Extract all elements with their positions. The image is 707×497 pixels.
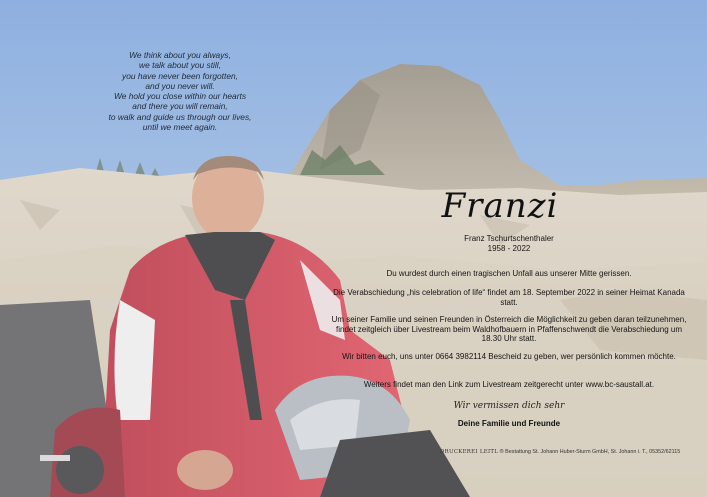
celebration-paragraph: Die Verabschiedung „his celebration of life“ findet am 18. September 2022 in seiner Heimat Kanada statt. [333,288,685,307]
poem-line: until we meet again. [142,122,218,133]
memorial-poem [95,50,265,132]
poem-line: and you never will. [145,80,215,91]
poem-line: to walk and guide us through our lives, [108,111,252,122]
rsvp-paragraph: Wir bitten euch, uns unter 0664 3982114 Bescheid zu geben, wer persönlich kommen möchte. [342,352,676,361]
deceased-details [325,234,693,253]
family-signature: Deine Familie und Freunde [457,419,561,428]
announcement-paragraph: Du wurdest durch einen tragischen Unfall aus unserer Mitte gerissen. [386,269,632,278]
deceased-nickname: Franzi [441,186,559,226]
footer-credits [440,449,680,455]
poem-line: We hold you close within our hearts [113,91,247,102]
poem-line: We think about you always, [129,50,231,60]
full-name: Franz Tschurtschenthaler [464,234,554,243]
miss-you-line: Wir vermissen dich sehr [453,401,565,411]
poem-line: and there you will remain, [132,101,228,112]
poem-line: you have never been forgotten, [122,70,238,81]
funeral-home-text: Bestattung St. Johann Huber-Sturm GmbH, St. Johann i. T., 05352/62115 [505,449,681,455]
link-paragraph: Weiters findet man den Link zum Livestream zeitgerecht unter www.bc-saustall.at. [363,380,655,389]
printer-license: DRUCKEREI LEITL [440,449,499,455]
livestream-paragraph: Um seiner Familie und seinen Freunden in Österreich die Möglichkeit zu geben daran teilzunehmen, findet zeitgleich über Livestream beim Waldhofbauern in Pfaffenschwendt die Verabschiedung um 18.30 Uhr statt. [331,315,687,344]
life-years: 1958 - 2022 [487,243,531,253]
poem-line: we talk about you still, [139,60,221,71]
copyright-icon: ® [499,449,504,455]
